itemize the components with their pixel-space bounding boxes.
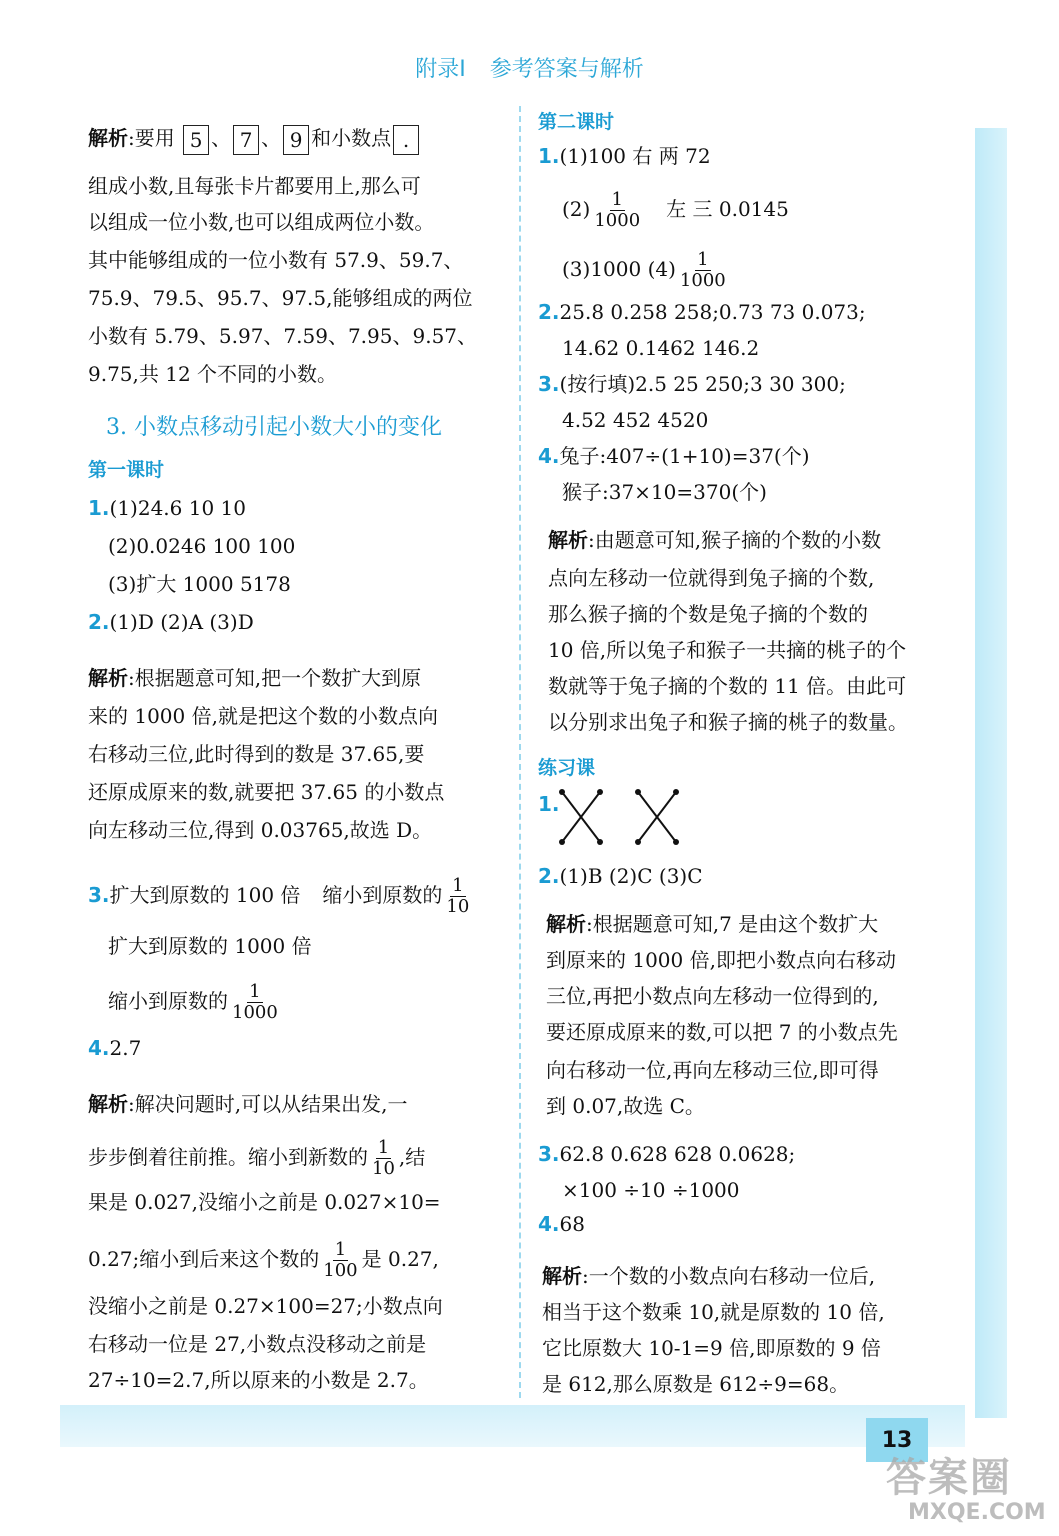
- text-line: 14.62 0.1462 146.2: [562, 336, 760, 360]
- question-3-line-2: 扩大到原数的 1000 倍: [108, 934, 312, 958]
- match-point: [597, 839, 603, 845]
- match-point: [673, 839, 679, 845]
- text-line: 小数有 5.79、5.97、7.59、7.95、9.57、: [88, 324, 478, 348]
- text-line: 相当于这个数乘 10,就是原数的 10 倍,: [542, 1300, 885, 1324]
- right-analysis-4-line: 解析:由题意可知,猴子摘的个数的小数: [548, 528, 882, 552]
- right-question-4: 4.兔子:407÷(1+10)=37(个): [538, 444, 810, 468]
- right-question-1-part-3: (3)1000 (4) $\frac{1}{1000}$: [562, 249, 726, 291]
- analysis-2-line: 解析:根据题意可知,把一个数扩大到原: [88, 666, 422, 690]
- question-1: 1.(1)24.6 10 10: [88, 496, 246, 520]
- fraction: $\frac{1}{10}$: [372, 1137, 395, 1179]
- question-2: 2.(1)D (2)A (3)D: [88, 610, 254, 634]
- text-line: 它比原数大 10-1=9 倍,即原数的 9 倍: [542, 1336, 881, 1360]
- header-appendix: 附录Ⅰ: [415, 57, 466, 82]
- match-point: [559, 789, 565, 795]
- matching-lines-diagram: [558, 786, 698, 848]
- text-line: 果是 0.027,没缩小之前是 0.027×10=: [88, 1190, 441, 1214]
- text-line: 75.9、79.5、95.7、97.5,能够组成的两位: [88, 286, 473, 310]
- analysis-4-line: 步步倒着往前推。缩小到新数的 $\frac{1}{10}$ ,结: [88, 1137, 426, 1179]
- decorative-bottom-band: [60, 1405, 965, 1447]
- practice-question-4: 4.68: [538, 1212, 585, 1236]
- watermark-logo: [872, 1440, 1052, 1536]
- right-question-1-part-2: (2) $\frac{1}{1000}$ 左 三 0.0145: [562, 189, 789, 231]
- fraction: $\frac{1}{10}$: [446, 875, 470, 917]
- match-point: [635, 789, 641, 795]
- text-line: 右移动三位,此时得到的数是 37.65,要: [88, 742, 425, 766]
- match-point: [597, 789, 603, 795]
- card-5: 5: [183, 125, 209, 155]
- text-line: 向左移动三位,得到 0.03765,故选 D。: [88, 818, 433, 842]
- page-number: 13: [866, 1418, 928, 1462]
- card-7: 7: [233, 125, 259, 155]
- decorative-side-band: [975, 128, 1007, 1418]
- fraction: $\frac{1}{100}$: [323, 1239, 358, 1281]
- analysis-4-line: 解析:解决问题时,可以从结果出发,一: [88, 1092, 408, 1116]
- card-9: 9: [283, 125, 309, 155]
- text-line: 向右移动一位,再向左移动三位,即可得: [546, 1058, 879, 1082]
- fraction: $\frac{1}{1000}$: [594, 189, 641, 231]
- column-divider: [519, 106, 521, 1398]
- text-line: 以组成一位小数,也可以组成两位小数。: [88, 210, 435, 234]
- text-line: 来的 1000 倍,就是把这个数的小数点向: [88, 704, 438, 728]
- question-4: 4.2.7: [88, 1036, 142, 1060]
- question-1-part-2: (2)0.0246 100 100: [108, 534, 296, 558]
- text-line: 到 0.07,故选 C。: [546, 1094, 705, 1118]
- text-line: 要还原成原来的数,可以把 7 的小数点先: [546, 1020, 898, 1044]
- question-3-line-3: 缩小到原数的 $\frac{1}{1000}$: [108, 981, 278, 1023]
- match-point: [635, 839, 641, 845]
- question-1-part-3: (3)扩大 1000 5178: [108, 572, 291, 596]
- text-line: 9.75,共 12 个不同的小数。: [88, 362, 338, 386]
- text-line: 其中能够组成的一位小数有 57.9、59.7、: [88, 248, 464, 272]
- text-line: 点向左移动一位就得到兔子摘的个数,: [548, 566, 875, 590]
- text-line: 27÷10=2.7,所以原来的小数是 2.7。: [88, 1368, 429, 1392]
- text-line: 以分别求出兔子和猴子摘的桃子的数量。: [548, 710, 908, 734]
- text-line: 三位,再把小数点向左移动一位得到的,: [546, 984, 879, 1008]
- section-second-lesson: 第二课时: [538, 111, 615, 133]
- text-line: 猴子:37×10=370(个): [562, 480, 767, 504]
- practice-analysis-4-line: 解析:一个数的小数点向右移动一位后,: [542, 1264, 876, 1288]
- chapter-title: 3. 小数点移动引起小数大小的变化: [106, 415, 442, 440]
- right-question-3: 3.(按行填)2.5 25 250;3 30 300;: [538, 372, 846, 396]
- left-analysis-1: 解析:要用 5 、 7 、 9 和小数点 .: [88, 124, 421, 155]
- watermark-text: 答案圈: [886, 1455, 1012, 1501]
- right-question-1: 1.(1)100 右 两 72: [538, 144, 711, 168]
- fraction: $\frac{1}{1000}$: [679, 249, 726, 291]
- practice-question-1: 1.: [538, 792, 560, 816]
- header-title: 参考答案与解析: [489, 57, 644, 82]
- page-header: [0, 52, 1059, 83]
- text-line: 10 倍,所以兔子和猴子一共摘的桃子的个: [548, 638, 907, 662]
- right-question-2: 2.25.8 0.258 258;0.73 73 0.073;: [538, 300, 866, 324]
- text-line: 那么猴子摘的个数是兔子摘的个数的: [548, 602, 868, 626]
- text-line: 还原成原来的数,就要把 37.65 的小数点: [88, 780, 445, 804]
- practice-question-2: 2.(1)B (2)C (3)C: [538, 864, 703, 888]
- question-3: 3.扩大到原数的 100 倍 缩小到原数的 $\frac{1}{10}$: [88, 875, 470, 917]
- text-line: ×100 ÷10 ÷1000: [562, 1178, 740, 1202]
- text-line: 组成小数,且每张卡片都要用上,那么可: [88, 174, 421, 198]
- text-line: 是 612,那么原数是 612÷9=68。: [542, 1372, 850, 1396]
- match-point: [673, 789, 679, 795]
- fraction: $\frac{1}{1000}$: [232, 981, 278, 1023]
- section-practice: 练习课: [538, 757, 596, 779]
- analysis-4-line: 0.27;缩小到后来这个数的 $\frac{1}{100}$ 是 0.27,: [88, 1239, 439, 1281]
- match-point: [559, 839, 565, 845]
- text-line: 4.52 452 4520: [562, 408, 709, 432]
- text-line: 数就等于兔子摘的个数的 11 倍。由此可: [548, 674, 907, 698]
- text-line: 没缩小之前是 0.27×100=27;小数点向: [88, 1294, 443, 1318]
- practice-question-3: 3.62.8 0.628 628 0.0628;: [538, 1142, 796, 1166]
- card-point: .: [393, 125, 419, 155]
- section-first-lesson: 第一课时: [88, 459, 165, 481]
- text-line: 右移动一位是 27,小数点没移动之前是: [88, 1332, 427, 1356]
- watermark-url: MXQE.COM: [908, 1500, 1046, 1525]
- text-line: 到原来的 1000 倍,即把小数点向右移动: [546, 948, 896, 972]
- practice-analysis-2-line: 解析:根据题意可知,7 是由这个数扩大: [546, 912, 879, 936]
